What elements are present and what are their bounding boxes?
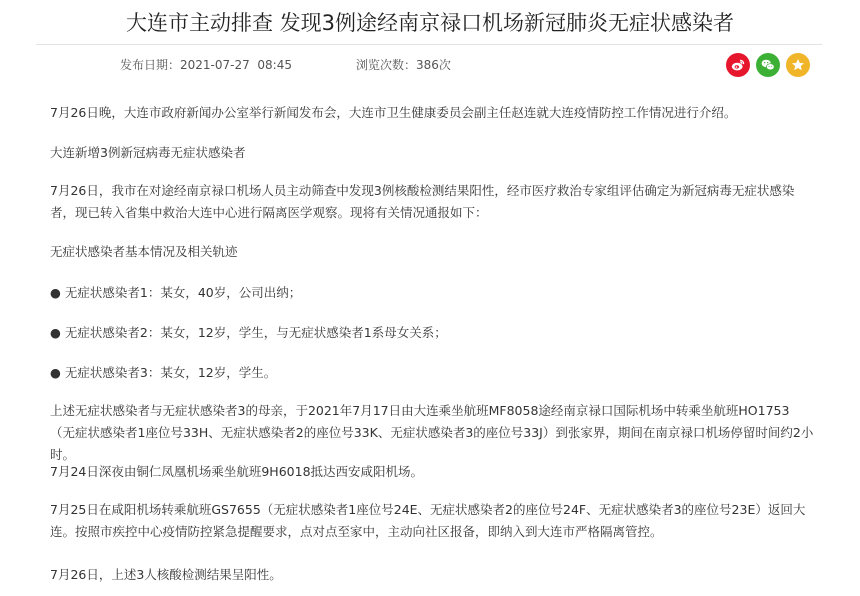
title-divider xyxy=(36,44,822,45)
article-title: 大连市主动排查 发现3例途经南京禄口机场新冠肺炎无症状感染者 xyxy=(125,11,735,35)
paragraph: 7月24日深夜由铜仁凤凰机场乘坐航班9H6018抵达西安咸阳机场。 xyxy=(50,464,424,479)
view-count-label: 浏览次数： xyxy=(356,58,417,72)
paragraph: 大连新增3例新冠病毒无症状感染者 xyxy=(50,145,246,160)
paragraph: 7月26日，我市在对途经南京禄口机场人员主动筛查中发现3例核酸检测结果阳性，经市医疗救治专家组评估确定为新冠病毒无症状感染者，现已转入省集中救治大连中心进行隔离医学观察。现将有关情况通报如下： xyxy=(50,183,795,220)
view-count-value: 386次 xyxy=(416,58,451,72)
list-item: ● 无症状感染者3：某女，12岁，学生。 xyxy=(50,365,277,380)
list-item: ● 无症状感染者2：某女，12岁，学生，与无症状感染者1系母女关系； xyxy=(50,325,447,340)
paragraph: 7月25日在咸阳机场转乘航班GS7655（无症状感染者1座位号24E、无症状感染者2的座位号24F、无症状感染者3的座位号23E）返回大连。按照市疾控中心疫情防控紧急提醒要求，点对点至家中，主动向社区报备，即纳入到大连市严格隔离管控。 xyxy=(50,502,806,539)
star-icon xyxy=(790,57,806,73)
view-count xyxy=(356,57,451,73)
publish-date xyxy=(120,57,292,73)
paragraph: 7月26日晚，大连市政府新闻办公室举行新闻发布会，大连市卫生健康委员会副主任赵连就大连疫情防控工作情况进行介绍。 xyxy=(50,105,737,120)
favorite-button[interactable] xyxy=(786,53,810,77)
publish-date-label: 发布日期： xyxy=(120,58,181,72)
paragraph: 上述无症状感染者与无症状感染者3的母亲，于2021年7月17日由大连乘坐航班MF8058途经南京禄口国际机场中转乘坐航班HO1753（无症状感染者1座位号33H、无症状感染者2的座位号33K、无症状感染者3的座位号33J）到张家界，期间在南京禄口机场停留时间约2小时。 xyxy=(50,403,814,462)
wechat-icon xyxy=(760,57,776,73)
paragraph: 无症状感染者基本情况及相关轨迹 xyxy=(50,244,238,259)
wechat-share-button[interactable] xyxy=(756,53,780,77)
weibo-icon xyxy=(730,57,746,73)
publish-date-value: 2021-07-27 08:45 xyxy=(180,58,292,72)
weibo-share-button[interactable] xyxy=(726,53,750,77)
list-item: ● 无症状感染者1：某女，40岁，公司出纳； xyxy=(50,285,302,300)
paragraph: 7月26日，上述3人核酸检测结果呈阳性。 xyxy=(50,567,282,582)
